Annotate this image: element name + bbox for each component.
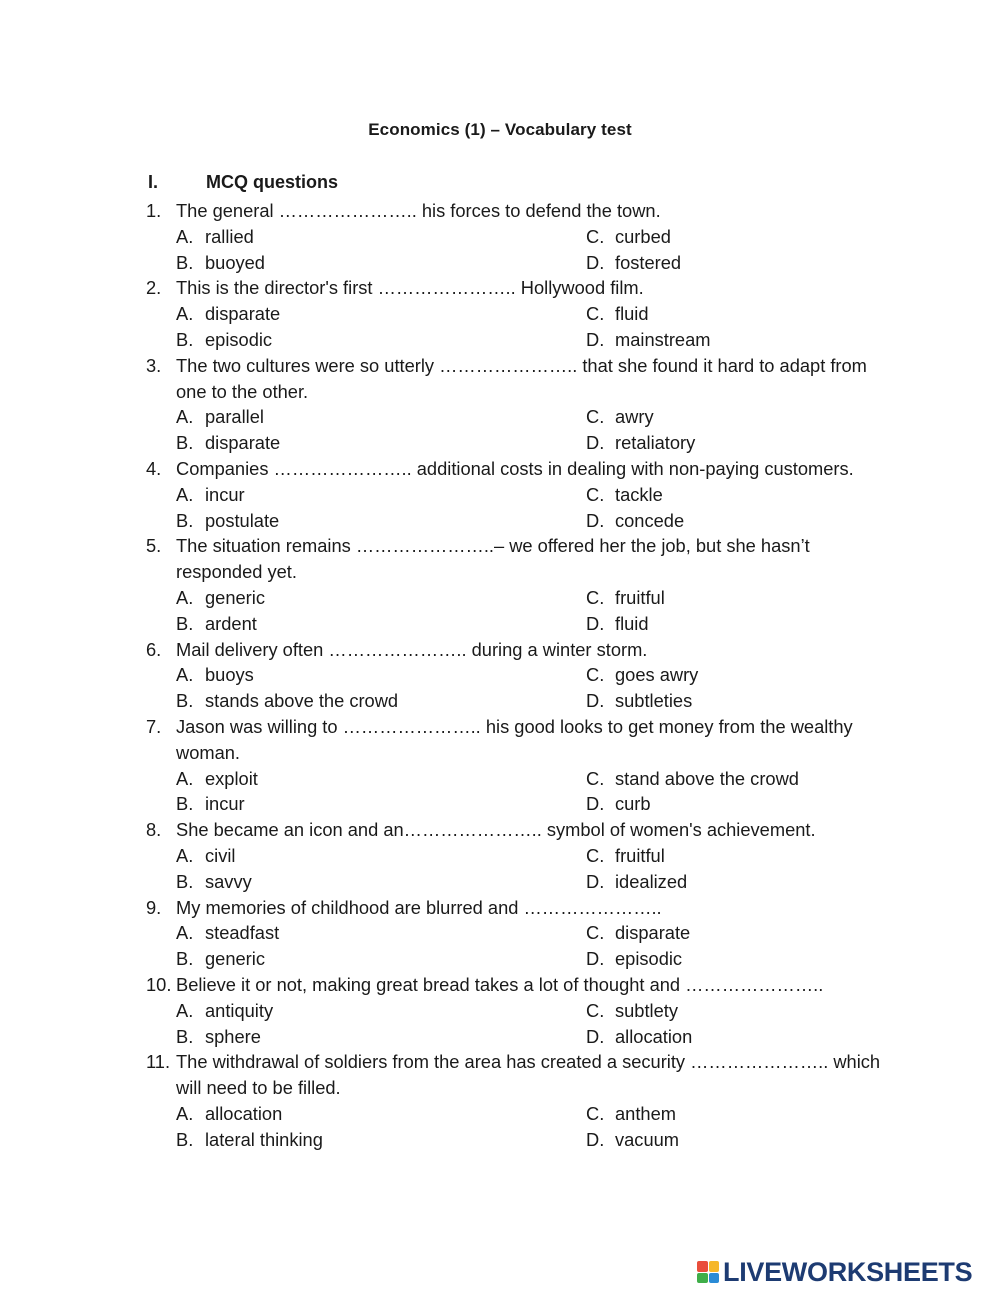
option-text: incur: [205, 483, 245, 505]
option-letter: C.: [586, 586, 605, 608]
option-letter: D.: [586, 612, 605, 634]
question-text: The general ………………….. his forces to defend the town.: [176, 200, 661, 221]
question-list: [146, 198, 886, 1152]
logo-text: LIVEWORKSHEETS: [723, 1256, 973, 1287]
option-letter: C.: [586, 483, 605, 505]
liveworksheets-logo: [697, 1258, 972, 1286]
answer-option[interactable]: [176, 250, 586, 276]
option-letter: D.: [586, 1025, 605, 1047]
answer-option[interactable]: [586, 508, 886, 534]
option-letter: A.: [176, 483, 194, 505]
option-text: stands above the crowd: [205, 690, 399, 712]
option-letter: A.: [176, 586, 194, 608]
option-text: curbed: [615, 225, 671, 247]
option-letter: D.: [586, 509, 605, 531]
answer-option[interactable]: [586, 327, 886, 353]
option-text: episodic: [205, 328, 273, 350]
question-number: 1.: [146, 200, 162, 221]
question-text: The two cultures were so utterly ………………….. that she found it hard to adapt from one to the other.: [176, 354, 867, 402]
option-text: fluid: [615, 303, 649, 325]
option-text: mainstream: [615, 328, 711, 350]
option-text: rallied: [205, 225, 254, 247]
question-text: Believe it or not, making great bread takes a lot of thought and …………………..: [176, 973, 824, 995]
answer-option[interactable]: [586, 998, 886, 1024]
question-number: 2.: [146, 277, 162, 299]
question-8: [146, 817, 886, 894]
option-text: concede: [615, 509, 685, 531]
option-letter: C.: [586, 999, 605, 1021]
option-letter: D.: [586, 1128, 605, 1150]
question-text: Jason was willing to ………………….. his good looks to get money from the wealthy woman.: [176, 715, 853, 763]
question-3: [146, 353, 886, 456]
option-letter: C.: [586, 664, 605, 686]
option-text: fruitful: [615, 844, 665, 866]
liveworksheets-logo-icon: [697, 1261, 719, 1283]
question-9: [146, 895, 886, 972]
option-letter: C.: [586, 767, 605, 789]
answer-option[interactable]: [586, 946, 886, 972]
answer-option[interactable]: [586, 869, 886, 895]
answer-option[interactable]: [176, 611, 586, 637]
option-letter: D.: [586, 251, 605, 273]
question-7: [146, 714, 886, 817]
answer-option[interactable]: [176, 224, 586, 250]
option-text: stand above the crowd: [615, 767, 799, 789]
option-letter: B.: [176, 1128, 194, 1150]
question-4: [146, 456, 886, 533]
question-number: 8.: [146, 819, 162, 841]
question-number: 3.: [146, 354, 162, 376]
option-text: allocation: [205, 1102, 283, 1124]
option-letter: D.: [586, 432, 605, 454]
option-text: steadfast: [205, 922, 280, 944]
answer-option[interactable]: [586, 404, 886, 430]
section-number: I.: [148, 172, 159, 192]
option-letter: C.: [586, 844, 605, 866]
answer-option[interactable]: [176, 843, 586, 869]
option-text: retaliatory: [615, 432, 696, 454]
question-text: Mail delivery often ………………….. during a winter storm.: [176, 638, 648, 660]
option-text: sphere: [205, 1025, 261, 1047]
answer-option[interactable]: [586, 688, 886, 714]
option-text: subtlety: [615, 999, 679, 1021]
answer-option[interactable]: [586, 766, 886, 792]
answer-options: [176, 920, 886, 972]
answer-options: [176, 766, 886, 818]
answer-option[interactable]: [176, 766, 586, 792]
option-text: fruitful: [615, 586, 665, 608]
question-text: She became an icon and an………………….. symbol of women's achievement.: [176, 819, 816, 841]
option-letter: B.: [176, 612, 194, 634]
answer-option[interactable]: [586, 430, 886, 456]
option-letter: D.: [586, 690, 605, 712]
option-text: subtleties: [615, 690, 693, 712]
answer-option[interactable]: [176, 508, 586, 534]
option-letter: B.: [176, 509, 194, 531]
answer-option[interactable]: [586, 920, 886, 946]
option-letter: B.: [176, 432, 194, 454]
question-text: The withdrawal of soldiers from the area has created a security ………………….. which will need to be filled.: [176, 1051, 881, 1099]
option-text: idealized: [615, 870, 688, 892]
answer-option[interactable]: [586, 843, 886, 869]
answer-options: [176, 224, 886, 276]
option-letter: B.: [176, 793, 194, 815]
answer-options: [176, 585, 886, 637]
question-number: 5.: [146, 535, 162, 557]
option-text: savvy: [205, 870, 252, 892]
option-letter: C.: [586, 406, 605, 428]
option-letter: A.: [176, 844, 194, 866]
option-letter: B.: [176, 328, 194, 350]
option-text: awry: [615, 406, 654, 428]
question-text: Companies ………………….. additional costs in dealing with non-paying customers.: [176, 457, 854, 479]
answer-option[interactable]: [586, 585, 886, 611]
answer-option[interactable]: [586, 611, 886, 637]
option-text: exploit: [205, 767, 258, 789]
question-10: [146, 972, 886, 1049]
option-text: incur: [205, 793, 245, 815]
option-text: allocation: [615, 1025, 693, 1047]
answer-option[interactable]: [586, 1024, 886, 1050]
option-letter: B.: [176, 690, 194, 712]
question-6: [146, 637, 886, 714]
answer-option[interactable]: [586, 250, 886, 276]
answer-options: [176, 301, 886, 353]
option-text: buoyed: [205, 251, 265, 273]
option-letter: B.: [176, 251, 194, 273]
answer-option[interactable]: [176, 327, 586, 353]
option-letter: C.: [586, 225, 605, 247]
option-text: generic: [205, 948, 265, 970]
question-number: 10.: [146, 973, 172, 995]
option-text: goes awry: [615, 664, 699, 686]
answer-option[interactable]: [176, 482, 586, 508]
option-text: ardent: [205, 612, 257, 634]
option-text: curb: [615, 793, 651, 815]
question-1: [146, 198, 886, 275]
answer-options: [176, 843, 886, 895]
option-letter: C.: [586, 1102, 605, 1124]
answer-option[interactable]: [586, 1101, 886, 1127]
option-text: buoys: [205, 664, 254, 686]
option-letter: A.: [176, 767, 194, 789]
option-letter: D.: [586, 793, 605, 815]
question-text: My memories of childhood are blurred and …………………..: [176, 896, 662, 918]
answer-options: [176, 998, 886, 1050]
answer-option[interactable]: [586, 791, 886, 817]
answer-options: [176, 482, 886, 534]
option-letter: B.: [176, 870, 194, 892]
answer-option[interactable]: [176, 662, 586, 688]
answer-option[interactable]: [176, 1024, 586, 1050]
answer-option[interactable]: [176, 404, 586, 430]
option-text: generic: [205, 586, 265, 608]
question-11: [146, 1049, 886, 1152]
answer-options: [176, 662, 886, 714]
option-text: lateral thinking: [205, 1128, 323, 1150]
option-text: disparate: [615, 922, 691, 944]
question-number: 9.: [146, 896, 162, 918]
section-heading: [148, 172, 338, 193]
answer-option[interactable]: [176, 688, 586, 714]
answer-option[interactable]: [176, 1101, 586, 1127]
question-2: [146, 275, 886, 352]
section-title: MCQ questions: [206, 172, 339, 192]
question-number: 7.: [146, 715, 162, 737]
option-text: fluid: [615, 612, 649, 634]
question-number: 11.: [146, 1051, 171, 1073]
option-text: postulate: [205, 509, 280, 531]
option-letter: A.: [176, 225, 194, 247]
option-letter: D.: [586, 328, 605, 350]
option-text: disparate: [205, 303, 281, 325]
option-letter: D.: [586, 870, 605, 892]
answer-option[interactable]: [586, 662, 886, 688]
option-text: disparate: [205, 432, 281, 454]
option-letter: A.: [176, 303, 194, 325]
answer-option[interactable]: [176, 869, 586, 895]
answer-option[interactable]: [176, 301, 586, 327]
answer-option[interactable]: [586, 482, 886, 508]
option-letter: C.: [586, 303, 605, 325]
answer-option[interactable]: [586, 301, 886, 327]
answer-option[interactable]: [176, 946, 586, 972]
question-number: 4.: [146, 457, 162, 479]
option-letter: A.: [176, 406, 194, 428]
option-text: parallel: [205, 406, 264, 428]
page-title: Economics (1) – Vocabulary test: [368, 120, 632, 139]
answer-option[interactable]: [176, 920, 586, 946]
option-letter: A.: [176, 922, 194, 944]
answer-options: [176, 404, 886, 456]
question-text: The situation remains …………………..– we offered her the job, but she hasn’t responded yet.: [176, 535, 810, 583]
option-letter: B.: [176, 1025, 194, 1047]
option-text: antiquity: [205, 999, 274, 1021]
answer-option[interactable]: [586, 1127, 886, 1153]
question-5: [146, 533, 886, 636]
option-text: fostered: [615, 251, 682, 273]
answer-option[interactable]: [176, 1127, 586, 1153]
option-text: episodic: [615, 948, 683, 970]
option-letter: B.: [176, 948, 194, 970]
option-letter: D.: [586, 948, 605, 970]
answer-option[interactable]: [176, 791, 586, 817]
option-letter: A.: [176, 1102, 194, 1124]
question-text: This is the director's first ………………….. Hollywood film.: [176, 277, 644, 299]
answer-option[interactable]: [586, 224, 886, 250]
answer-options: [176, 1101, 886, 1153]
option-letter: C.: [586, 922, 605, 944]
answer-option[interactable]: [176, 585, 586, 611]
answer-option[interactable]: [176, 430, 586, 456]
answer-option[interactable]: [176, 998, 586, 1024]
question-number: 6.: [146, 638, 162, 660]
option-text: vacuum: [615, 1128, 680, 1150]
option-letter: A.: [176, 999, 194, 1021]
option-text: civil: [205, 844, 236, 866]
option-letter: A.: [176, 664, 194, 686]
option-text: tackle: [615, 483, 663, 505]
option-text: anthem: [615, 1102, 676, 1124]
